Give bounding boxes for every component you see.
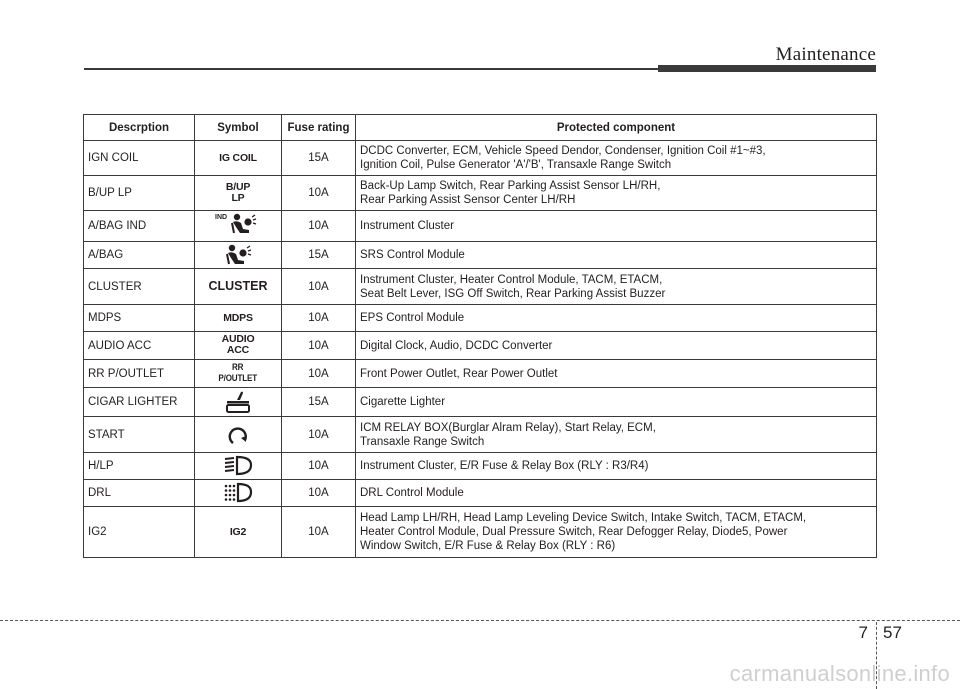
row-protected-component [356,305,877,332]
row-description: START [84,417,195,453]
symbol-label: CLUSTER [208,278,268,293]
table-row [84,141,877,176]
drl-icon [223,482,253,504]
symbol-label-line: LP [231,191,245,204]
row-protected-component [356,141,877,176]
protected-line: Front Power Outlet, Rear Power Outlet [360,367,558,380]
protected-line: Back-Up Lamp Switch, Rear Parking Assist Sensor LH/RH, [360,180,661,192]
table-row [84,417,877,453]
row-description: DRL [84,480,195,507]
table-row [84,242,877,269]
page-header-title: Maintenance [775,44,876,65]
row-symbol [195,242,282,269]
protected-line: Instrument Cluster, E/R Fuse & Relay Box (RLY : R3/R4) [360,460,649,472]
row-symbol [195,388,282,417]
row-fuse-rating: 10A [282,305,356,332]
table-row [84,269,877,305]
protected-line: Seat Belt Lever, ISG Off Switch, Rear Parking Assist Buzzer [360,287,666,300]
row-symbol [195,176,282,211]
row-protected-component [356,507,877,558]
airbag-seat-icon [224,244,252,266]
symbol-label: IG2 [229,526,247,538]
row-symbol [195,305,282,332]
row-description: CLUSTER [84,269,195,305]
symbol-label: IG COIL [219,152,257,164]
row-description: IGN COIL [84,141,195,176]
row-description: IG2 [84,507,195,558]
row-description: A/BAG [84,242,195,269]
protected-line: Heater Control Module, Dual Pressure Switch, Rear Defogger Relay, Diode5, Power [360,526,788,538]
protected-line: Transaxle Range Switch [360,435,485,448]
row-fuse-rating: 10A [282,453,356,480]
column-header-symbol: Symbol [195,115,282,141]
protected-line: Rear Parking Assist Sensor Center LH/RH [360,194,576,206]
row-protected-component [356,242,877,269]
row-protected-component [356,360,877,388]
chapter-number: 7 [858,623,868,642]
protected-line: Head Lamp LH/RH, Head Lamp Leveling Device Switch, Intake Switch, TACM, ETACM, [360,512,807,524]
row-protected-component [356,332,877,360]
symbol-label-line: B/UP [225,180,251,193]
row-fuse-rating: 10A [282,480,356,507]
table-row [84,480,877,507]
row-symbol [195,360,282,388]
row-protected-component [356,269,877,305]
watermark-text: carmanualsonline.info [729,661,950,686]
row-symbol [195,141,282,176]
row-description: CIGAR LIGHTER [84,388,195,417]
row-description: MDPS [84,305,195,332]
row-fuse-rating: 10A [282,507,356,558]
protected-line: SRS Control Module [360,249,465,261]
protected-line: Instrument Cluster, Heater Control Module, TACM, ETACM, [360,273,663,286]
row-symbol [195,269,282,305]
row-symbol [195,453,282,480]
table-row [84,305,877,332]
symbol-label-line: RR [232,362,244,373]
header-rule-thick [658,65,876,72]
row-fuse-rating: 10A [282,269,356,305]
row-fuse-rating: 10A [282,176,356,211]
column-header-protected-component: Protected component [356,115,877,141]
start-key-icon [226,423,250,447]
fuse-table [83,114,877,558]
row-symbol [195,480,282,507]
airbag-indicator-symbol [215,213,261,235]
protected-line: Ignition Coil, Pulse Generator 'A'/'B', Transaxle Range Switch [360,159,672,171]
protected-line: EPS Control Module [360,312,465,324]
table-row [84,360,877,388]
row-fuse-rating: 15A [282,141,356,176]
symbol-label-line: ACC [226,344,250,356]
header-rule-thin [84,68,662,70]
table-row [84,453,877,480]
row-description: A/BAG IND [84,211,195,242]
protected-line: Digital Clock, Audio, DCDC Converter [360,339,553,352]
row-symbol [195,417,282,453]
row-fuse-rating: 10A [282,360,356,388]
symbol-label [226,182,250,204]
airbag-seat-icon [229,213,257,235]
row-description: H/LP [84,453,195,480]
table-header-row [84,115,877,141]
cigar-lighter-icon [224,390,252,414]
protected-line: DRL Control Module [360,487,464,499]
symbol-label: MDPS [223,312,253,324]
row-protected-component [356,480,877,507]
row-symbol [195,507,282,558]
footer-dashed-rule [0,620,960,621]
table-row [84,388,877,417]
row-protected-component [356,211,877,242]
row-fuse-rating: 10A [282,417,356,453]
symbol-label [222,334,255,356]
row-description: B/UP LP [84,176,195,211]
row-symbol [195,211,282,242]
row-description: AUDIO ACC [84,332,195,360]
row-protected-component [356,453,877,480]
row-protected-component [356,388,877,417]
protected-line: Cigarette Lighter [360,396,446,408]
table-row [84,176,877,211]
symbol-label [219,362,258,384]
row-fuse-rating: 15A [282,242,356,269]
protected-line: Instrument Cluster [360,220,454,232]
protected-line: Window Switch, E/R Fuse & Relay Box (RLY : R6) [360,540,616,552]
headlamp-icon [223,455,253,477]
row-protected-component [356,176,877,211]
table-row [84,211,877,242]
column-header-description: Descrption [84,115,195,141]
symbol-label: IND [215,214,228,221]
table-row [84,507,877,558]
protected-line: DCDC Converter, ECM, Vehicle Speed Dendor, Condenser, Ignition Coil #1~#3, [360,145,766,157]
symbol-label-line: P/OUTLET [218,373,258,384]
page-number: 57 [883,623,902,642]
symbol-label-line: AUDIO [221,333,255,345]
column-header-fuse-rating: Fuse rating [282,115,356,141]
row-fuse-rating: 10A [282,211,356,242]
row-fuse-rating: 15A [282,388,356,417]
row-description: RR P/OUTLET [84,360,195,388]
row-fuse-rating: 10A [282,332,356,360]
row-symbol [195,332,282,360]
row-protected-component [356,417,877,453]
protected-line: ICM RELAY BOX(Burglar Alram Relay), Start Relay, ECM, [360,421,656,434]
table-row [84,332,877,360]
